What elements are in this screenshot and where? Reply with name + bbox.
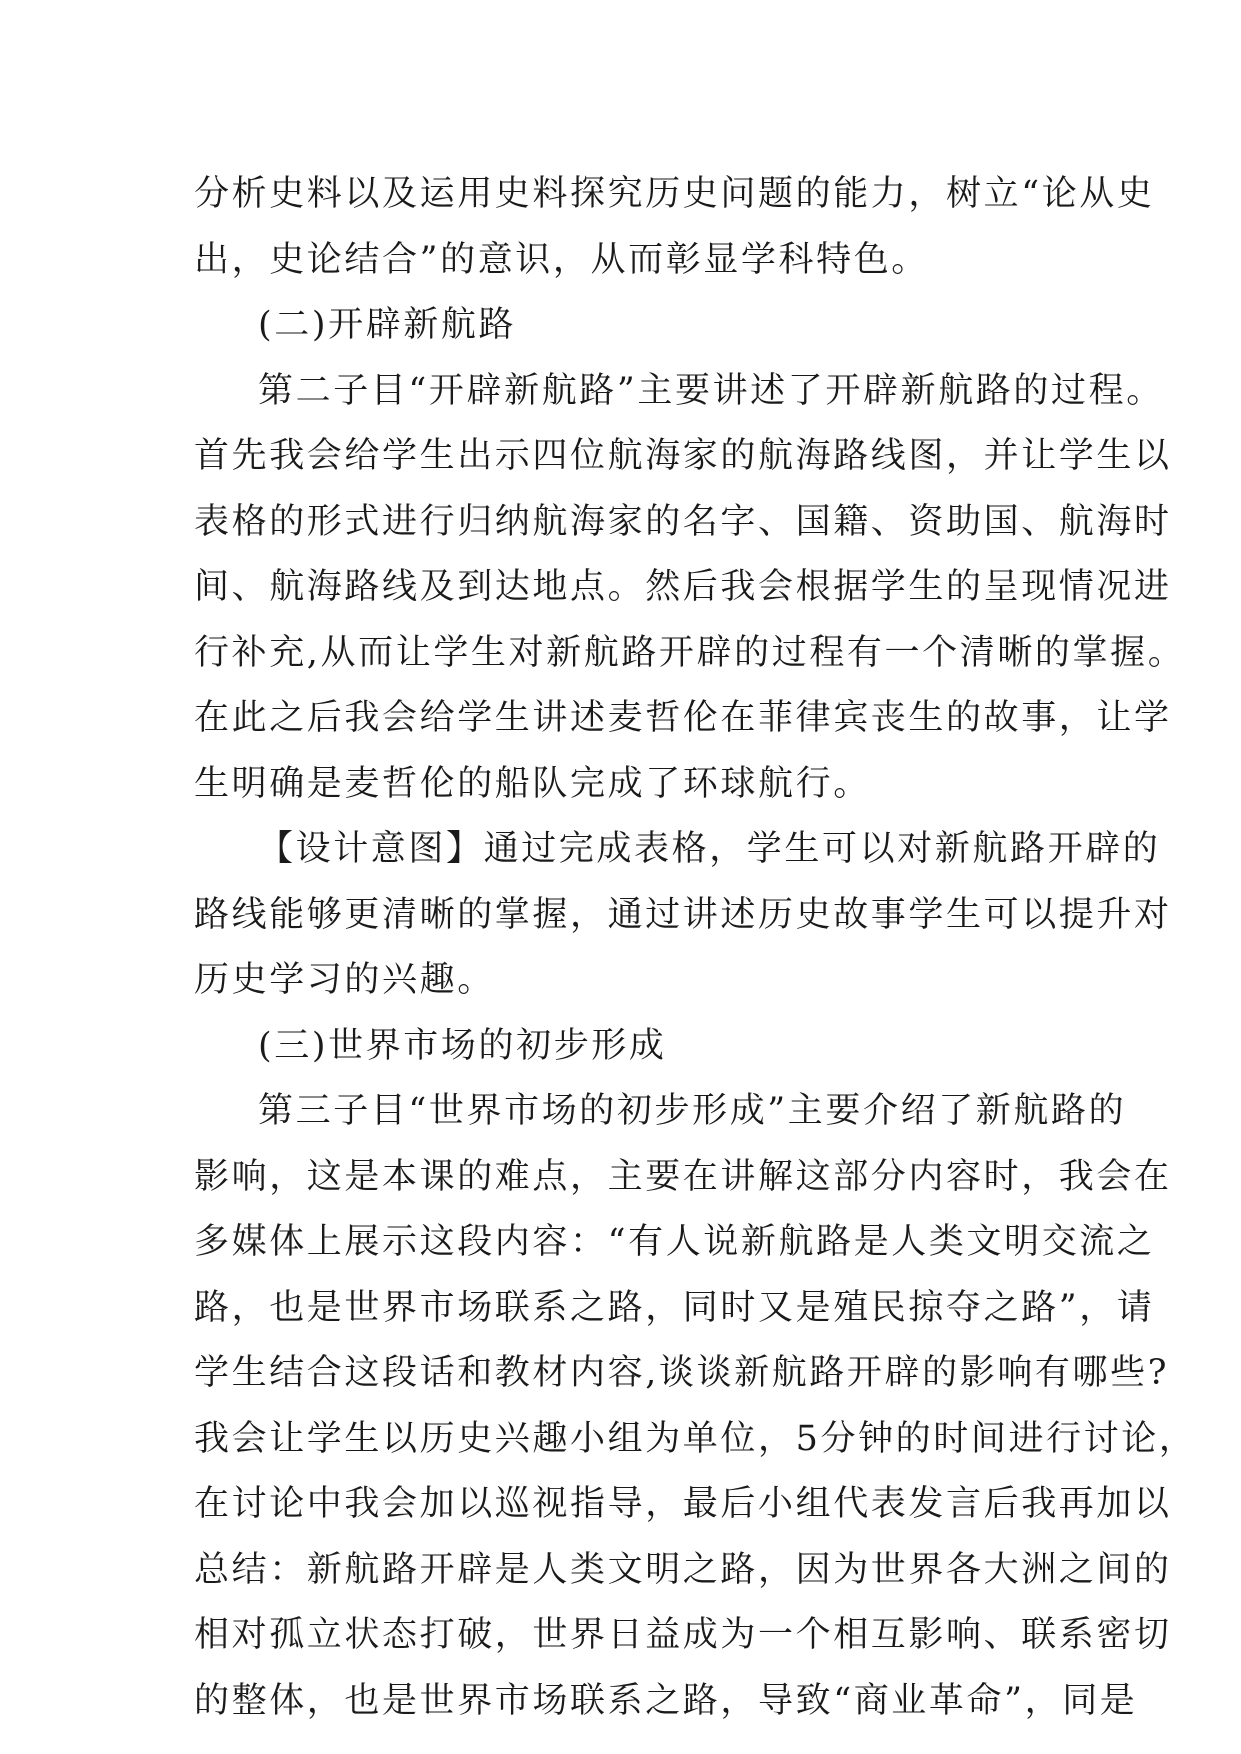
design-intent-line: 【设计意图】通过完成表格，学生可以对新航路开辟的	[258, 829, 1161, 869]
text-line: 表格的形式进行归纳航海家的名字、国籍、资助国、航海时	[194, 501, 1172, 542]
text-line: 我会让学生以历史兴趣小组为单位，5分钟的时间进行讨论，	[194, 1418, 1197, 1459]
text-line: 学生结合这段话和教材内容,谈谈新航路开辟的影响有哪些?	[194, 1353, 1170, 1393]
text-line: 多媒体上展示这段内容：“有人说新航路是人类文明交流之	[194, 1222, 1155, 1262]
text-line: 在讨论中我会加以巡视指导，最后小组代表发言后我再加以	[194, 1484, 1172, 1524]
text-line: 首先我会给学生出示四位航海家的航海路线图，并让学生以	[194, 436, 1172, 476]
section-heading: (三)世界市场的初步形成	[258, 1025, 667, 1066]
text-line: 第三子目“世界市场的初步形成”主要介绍了新航路的	[258, 1091, 1127, 1131]
section-heading: (二)开辟新航路	[258, 305, 517, 345]
text-line: 历史学习的兴趣。	[194, 960, 495, 1000]
text-line: 影响，这是本课的难点，主要在讲解这部分内容时，我会在	[194, 1156, 1172, 1197]
text-line: 在此之后我会给学生讲述麦哲伦在菲律宾丧生的故事，让学	[194, 698, 1172, 738]
body-text	[194, 162, 1197, 1734]
text-line: 路线能够更清晰的掌握，通过讲述历史故事学生可以提升对	[194, 894, 1172, 935]
text-line: 行补充,从而让学生对新航路开辟的过程有一个清晰的掌握。	[194, 632, 1186, 673]
text-line: 总结：新航路开辟是人类文明之路，因为世界各大洲之间的	[194, 1549, 1172, 1590]
text-line: 分析史料以及运用史料探究历史问题的能力，树立“论从史	[194, 174, 1155, 214]
text-line: 的整体，也是世界市场联系之路，导致“商业革命”，同是	[194, 1680, 1138, 1721]
text-line: 生明确是麦哲伦的船队完成了环球航行。	[194, 763, 871, 804]
text-line: 间、航海路线及到达地点。然后我会根据学生的呈现情况进	[194, 567, 1172, 607]
text-line: 出，史论结合”的意识，从而彰显学科特色。	[194, 239, 929, 280]
text-line: 相对孤立状态打破，世界日益成为一个相互影响、联系密切	[194, 1615, 1172, 1655]
text-line: 第二子目“开辟新航路”主要讲述了开辟新航路的过程。	[258, 370, 1164, 411]
text-line: 路，也是世界市场联系之路，同时又是殖民掠夺之路”，请	[194, 1287, 1155, 1328]
